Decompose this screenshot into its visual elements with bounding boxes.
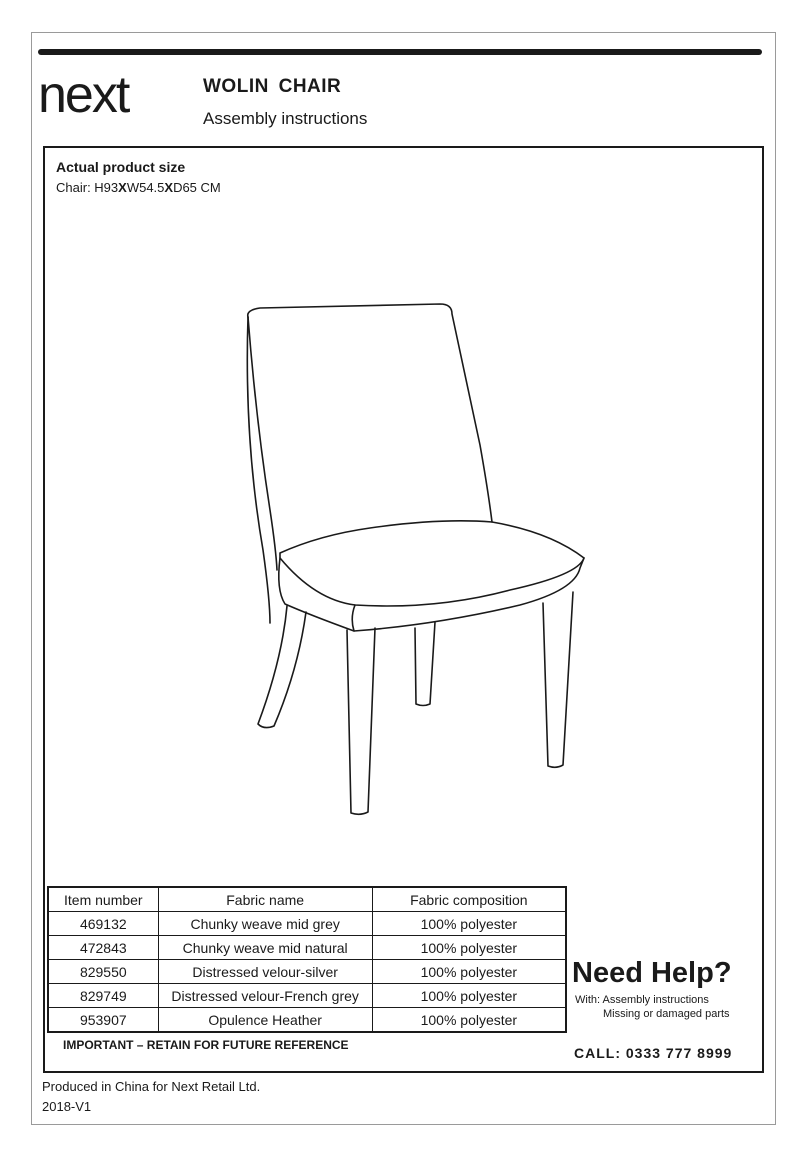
fabric-name-cell: Opulence Heather — [158, 1008, 372, 1033]
help-phone-number[interactable]: CALL: 0333 777 8999 — [574, 1045, 733, 1061]
table-row — [48, 1008, 566, 1033]
item-number-cell: 472843 — [48, 936, 158, 960]
fabric-composition-cell: 100% polyester — [372, 936, 566, 960]
need-help-title: Need Help? — [572, 957, 732, 989]
fabric-composition-cell: 100% polyester — [372, 984, 566, 1008]
header-fabric-composition: Fabric composition — [372, 887, 566, 912]
item-number-cell: 469132 — [48, 912, 158, 936]
chair-leg-back-left — [258, 606, 306, 728]
chair-leg-front-right — [543, 592, 573, 767]
dims-suffix: D65 CM — [173, 180, 221, 195]
fabric-table — [47, 886, 567, 1033]
dims-separator: X — [164, 180, 174, 195]
fabric-composition-cell: 100% polyester — [372, 912, 566, 936]
chair-leg-front-left — [347, 628, 375, 814]
chair-leg-back-right — [415, 622, 435, 706]
footer-version: 2018-V1 — [42, 1099, 92, 1114]
fabric-name-cell: Chunky weave mid natural — [158, 936, 372, 960]
chair-back-side — [247, 317, 270, 623]
table-row — [48, 936, 566, 960]
fabric-name-cell: Distressed velour-silver — [158, 960, 372, 984]
dims-separator: X — [118, 180, 127, 195]
header-item-number: Item number — [48, 887, 158, 912]
chair-back-left-edge — [248, 317, 277, 570]
next-logo — [38, 70, 178, 120]
item-number-cell: 829550 — [48, 960, 158, 984]
footer-produced-by: Produced in China for Next Retail Ltd. — [42, 1079, 261, 1094]
dims-prefix: Chair: H93 — [56, 180, 119, 195]
document-subtitle: Assembly instructions — [203, 109, 368, 128]
item-number-cell: 953907 — [48, 1008, 158, 1033]
product-size-dimensions — [56, 180, 221, 195]
table-row — [48, 960, 566, 984]
top-rule — [38, 49, 762, 55]
item-number-cell: 829749 — [48, 984, 158, 1008]
product-size-heading: Actual product size — [56, 159, 186, 175]
table-row — [48, 984, 566, 1008]
brand-logo-text: next — [38, 70, 129, 120]
chair-seat-top — [280, 521, 584, 606]
header-fabric-name: Fabric name — [158, 887, 372, 912]
chair-illustration — [230, 300, 600, 830]
fabric-composition-cell: 100% polyester — [372, 960, 566, 984]
fabric-name-cell: Distressed velour-French grey — [158, 984, 372, 1008]
chair-back-outline — [248, 304, 492, 522]
fabric-name-cell: Chunky weave mid grey — [158, 912, 372, 936]
important-note: IMPORTANT – RETAIN FOR FUTURE REFERENCE — [63, 1038, 349, 1052]
fabric-composition-cell: 100% polyester — [372, 1008, 566, 1033]
help-line-assembly: With: Assembly instructions — [575, 994, 709, 1006]
document-title: WOLIN CHAIR — [203, 76, 342, 97]
table-header-row — [48, 887, 566, 912]
help-line-parts: Missing or damaged parts — [603, 1008, 730, 1020]
table-row — [48, 912, 566, 936]
chair-seat-front — [352, 558, 584, 631]
dims-middle: W54.5 — [126, 180, 165, 195]
